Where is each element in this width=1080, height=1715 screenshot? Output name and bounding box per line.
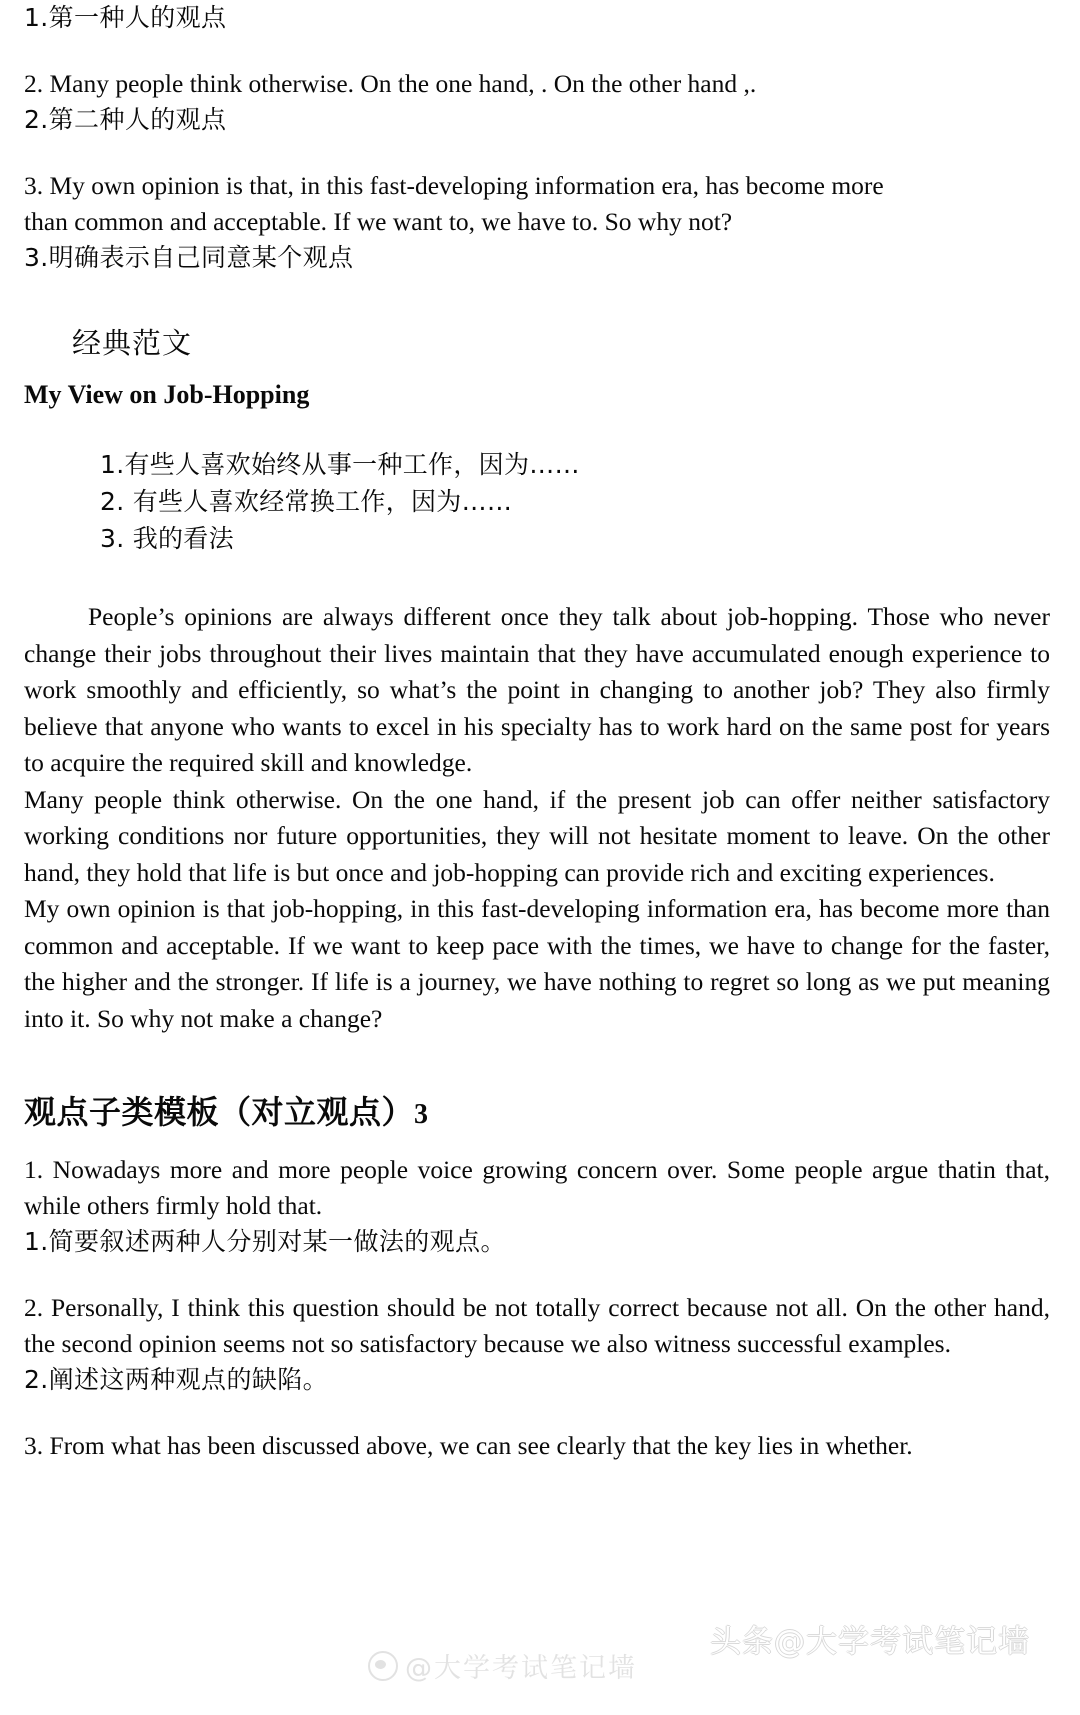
- toutiao-watermark-text: 头条@大学考试笔记墙: [710, 1624, 1030, 1660]
- spacer: [24, 1398, 1050, 1428]
- template-section: [24, 1089, 1057, 1464]
- top-outline-item3-en-line2: than common and acceptable. If we want to, we have to. So why not?: [24, 207, 733, 236]
- spacer: [24, 557, 1050, 599]
- template-item2-zh: 2.阐述这两种观点的缺陷。: [24, 1365, 329, 1394]
- spacer: [24, 1138, 1050, 1152]
- spacer: [24, 276, 1050, 322]
- template-item1-en: 1. Nowadays more and more people voice growing concern over. Some people argue thatin that, while others firmly hold that.: [24, 1155, 1057, 1220]
- weibo-watermark: [368, 1646, 637, 1685]
- top-outline-item3-en-line1: 3. My own opinion is that, in this fast-developing information era, has become more: [24, 171, 884, 200]
- template-section-heading: [24, 1089, 1050, 1138]
- template-item3-en: 3. From what has been discussed above, we can see clearly that the key lies in whether.: [24, 1431, 913, 1460]
- template-item2-en: 2. Personally, I think this question should be not totally correct because not all. On the other hand, the second opinion seems not so satisfactory because we also witness successful examples.: [24, 1293, 1057, 1358]
- outline-item: 3. 我的看法: [100, 524, 234, 553]
- spacer: [24, 36, 1050, 66]
- sample-section-heading: 经典范文: [72, 326, 193, 360]
- spacer: [24, 1260, 1050, 1290]
- essay-paragraph: People’s opinions are always different once they talk about job-hopping. Those who never change their jobs throughout their lives maintain that they have accumulated enough experience to work smoothly and efficiently, so what’s the point in changing to another job? They also firmly believe that anyone who wants to excel in his specialty has to work hard on the same post for years to acquire the required skill and knowledge.: [24, 602, 1050, 777]
- sample-essay-section: [24, 322, 1050, 1037]
- spacer: [24, 1037, 1050, 1089]
- top-outline-item1-zh: 1.第一种人的观点: [24, 3, 227, 32]
- sample-essay-outline: [100, 446, 1050, 557]
- spacer: [24, 138, 1050, 168]
- weibo-watermark-text: @大学考试笔记墙: [405, 1653, 637, 1684]
- top-outline-item2-zh: 2.第二种人的观点: [24, 105, 227, 134]
- template-section-heading-number: 3: [414, 1099, 429, 1130]
- outline-item: 1.有些人喜欢始终从事一种工作，因为……: [100, 450, 580, 479]
- toutiao-watermark: [710, 1616, 1030, 1661]
- template-section-heading-zh: 观点子类模板（对立观点）: [24, 1093, 415, 1131]
- essay-paragraph: Many people think otherwise. On the one hand, if the present job can offer neither satisfactory working conditions nor future opportunities, they will not hesitate moment to leave. On the other hand, they hold that life is but once and job-hopping can provide rich and exciting experiences.: [24, 784, 1050, 887]
- template-item1-zh: 1.简要叙述两种人分别对某一做法的观点。: [24, 1227, 506, 1256]
- spacer: [24, 414, 1050, 446]
- sample-essay-title: My View on Job-Hopping: [24, 380, 310, 409]
- top-outline-item2-en: 2. Many people think otherwise. On the one hand, . On the other hand ,.: [24, 69, 757, 98]
- outline-item: 2. 有些人喜欢经常换工作，因为……: [100, 487, 513, 516]
- spacer: [24, 364, 1050, 376]
- essay-paragraph: My own opinion is that job-hopping, in this fast-developing information era, has become more than common and acceptable. If we want to keep pace with the times, we have to change for the faster, the higher and the stronger. If life is a journey, we have nothing to regret so long as we put meaning into it. So why not make a change?: [24, 894, 1050, 1033]
- top-outline-block: [24, 0, 1050, 276]
- sample-essay-body: [24, 599, 1050, 1037]
- top-outline-item3-zh: 3.明确表示自己同意某个观点: [24, 243, 354, 272]
- weibo-logo-icon: [368, 1651, 398, 1681]
- document-content: [24, 0, 1057, 1464]
